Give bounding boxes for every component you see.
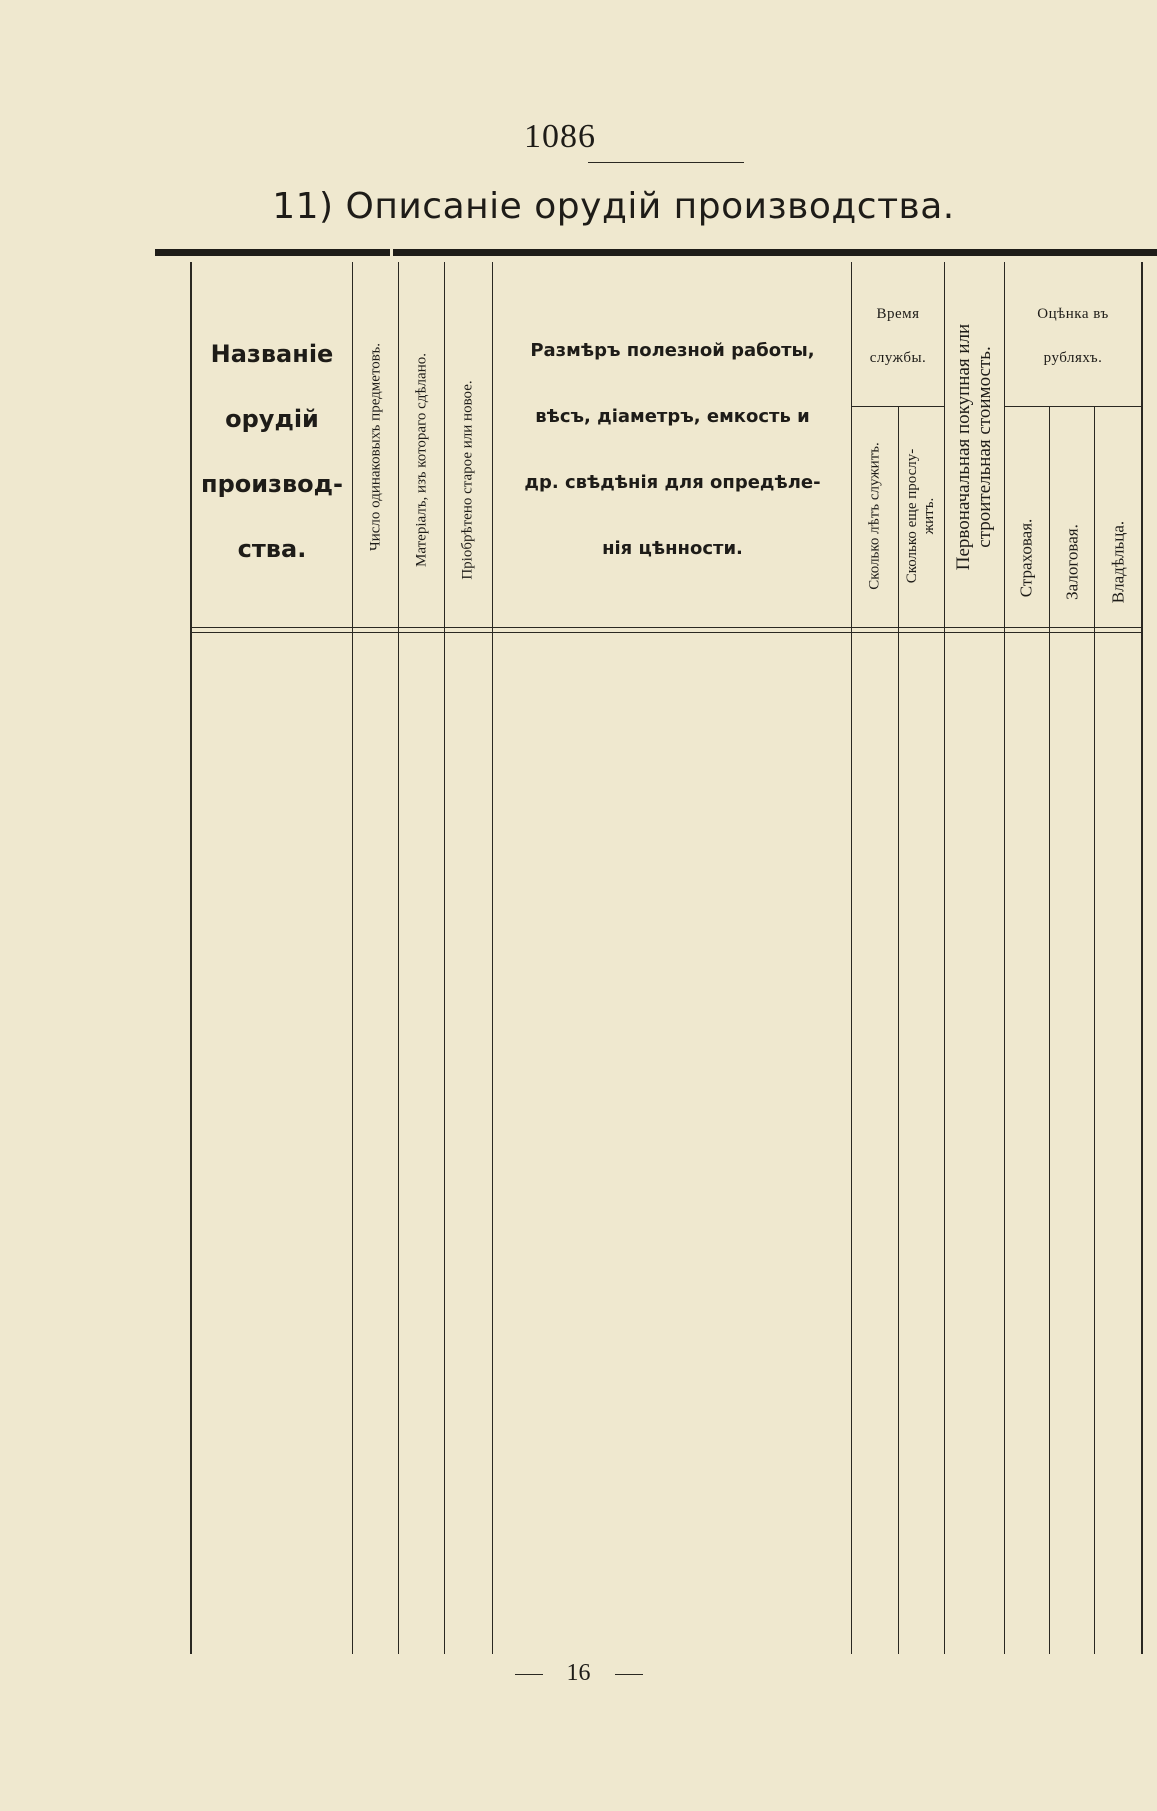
page-number-rule [588,162,744,163]
header-item-count: Число одинаковыхъ предметовъ. [367,342,384,552]
header-years-serves: Сколько лѣтъ служитъ. [866,442,883,590]
header-pledge-value: Залоговая. [1062,524,1082,600]
header-size-description: Размѣръ полезной работы, вѣсъ, діаметръ, емкость и др. свѣдѣнія для опредѣле- нія цѣнности. [524,340,821,559]
page-footer [0,1660,1157,1687]
column-divider [444,262,445,1654]
page-number: 1086 [524,118,596,155]
header-bottom-rule-double [192,632,1142,633]
table-top-rule [155,249,1157,256]
header-service-life: Время службы. [869,306,927,366]
column-divider [851,262,852,1654]
header-bottom-rule [192,627,1142,628]
page-title: 11) Описаніе орудій производства. [272,186,955,227]
valuation-subheader-rule [1004,406,1141,407]
column-divider [1094,406,1095,1654]
header-material: Матеріалъ, изъ котораго сдѣлано. [413,353,430,567]
header-original-cost: Первоначальная покупная или строительная стоимость. [953,323,995,571]
service-subheader-rule [851,406,944,407]
header-tool-name: Названіе орудій производ- ства. [200,340,344,563]
header-years-remaining: Сколько еще прослу- житъ. [904,448,937,584]
header-valuation-rubles: Оцѣнка въ рубляхъ. [1037,306,1109,366]
footer-sheet-number: 16 [566,1660,591,1686]
column-divider [398,262,399,1654]
column-divider [898,406,899,1654]
column-divider [944,262,945,1654]
column-divider [1004,262,1005,1654]
table-right-border [1141,262,1143,1654]
header-owner-value: Владѣльца. [1108,520,1128,604]
header-acquired-old-or-new: Пріобрѣтено старое или новое. [459,380,476,580]
column-divider [352,262,353,1654]
column-divider [1049,406,1050,1654]
column-divider [492,262,493,1654]
header-insurance-value: Страховая. [1016,518,1036,598]
